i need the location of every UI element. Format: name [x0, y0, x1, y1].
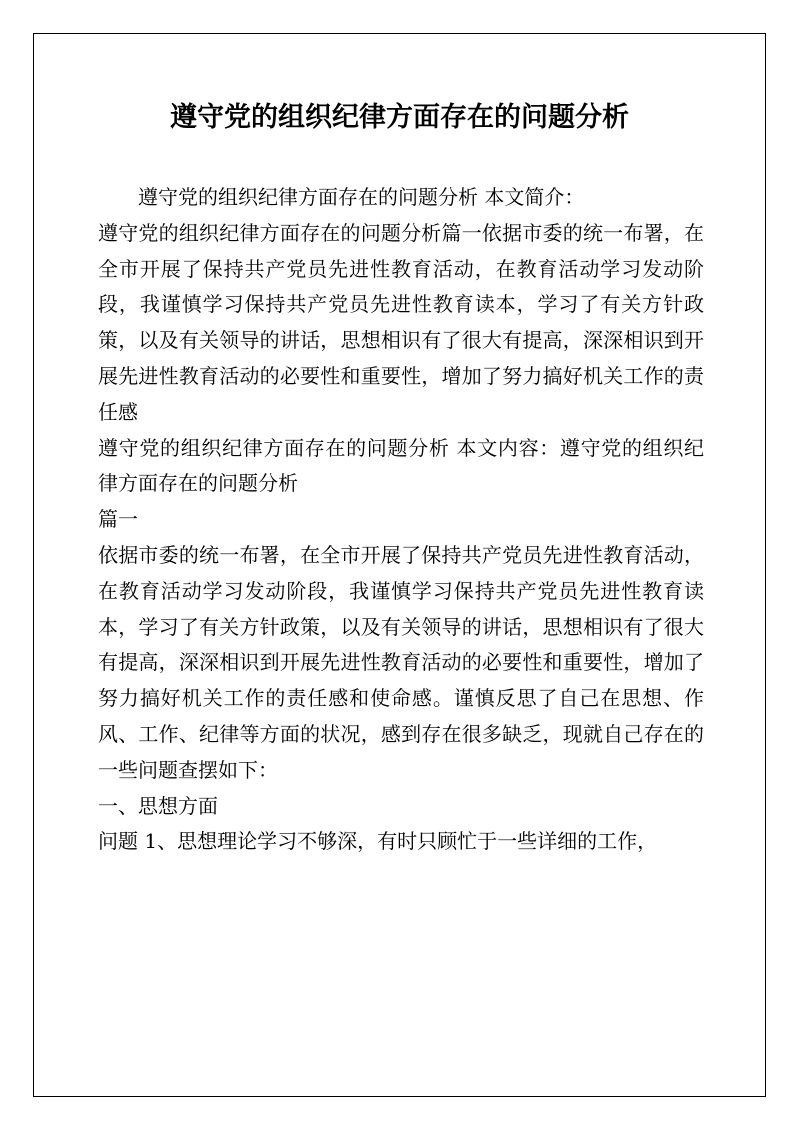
document-title: 遵守党的组织纪律方面存在的问题分析	[170, 102, 629, 133]
problem-paragraph: 问题 1、思想理论学习不够深，有时只顾忙于一些详细的工作，	[98, 829, 658, 854]
summary-paragraph: 遵守党的组织纪律方面存在的问题分析篇一依据市委的统一布署，在全市开展了保持共产党员先进性教育活动，在教育活动学习发动阶段，我谨慎学习保持共产党员先进性教育读本，学习了有关方针政策，以及有关领导的讲话，思想相识有了很大有提高，深深相识到开展先进性教育活动的必要性和重要性，增加了努力搞好机关工作的责任感	[98, 220, 704, 424]
content-heading-paragraph: 遵守党的组织纪律方面存在的问题分析 本文内容：遵守党的组织纪律方面存在的问题分析	[98, 435, 704, 496]
body-paragraph: 依据市委的统一布署，在全市开展了保持共产党员先进性教育活动，在教育活动学习发动阶段，我谨慎学习保持共产党员先进性教育读本，学习了有关方针政策，以及有关领导的讲话，思想相识有了很大有提高，深深相识到开展先进性教育活动的必要性和重要性，增加了努力搞好机关工作的责任感和使命感。谨慎反思了自己在思想、作风、工作、纪律等方面的状况，感到存在很多缺乏，现就自己存在的一些问题查摆如下：	[98, 542, 704, 782]
document-body	[98, 180, 704, 860]
section-heading: 一、思想方面	[98, 793, 218, 818]
section-label: 篇一	[98, 507, 138, 532]
intro-paragraph: 遵守党的组织纪律方面存在的问题分析 本文简介：	[138, 185, 585, 209]
